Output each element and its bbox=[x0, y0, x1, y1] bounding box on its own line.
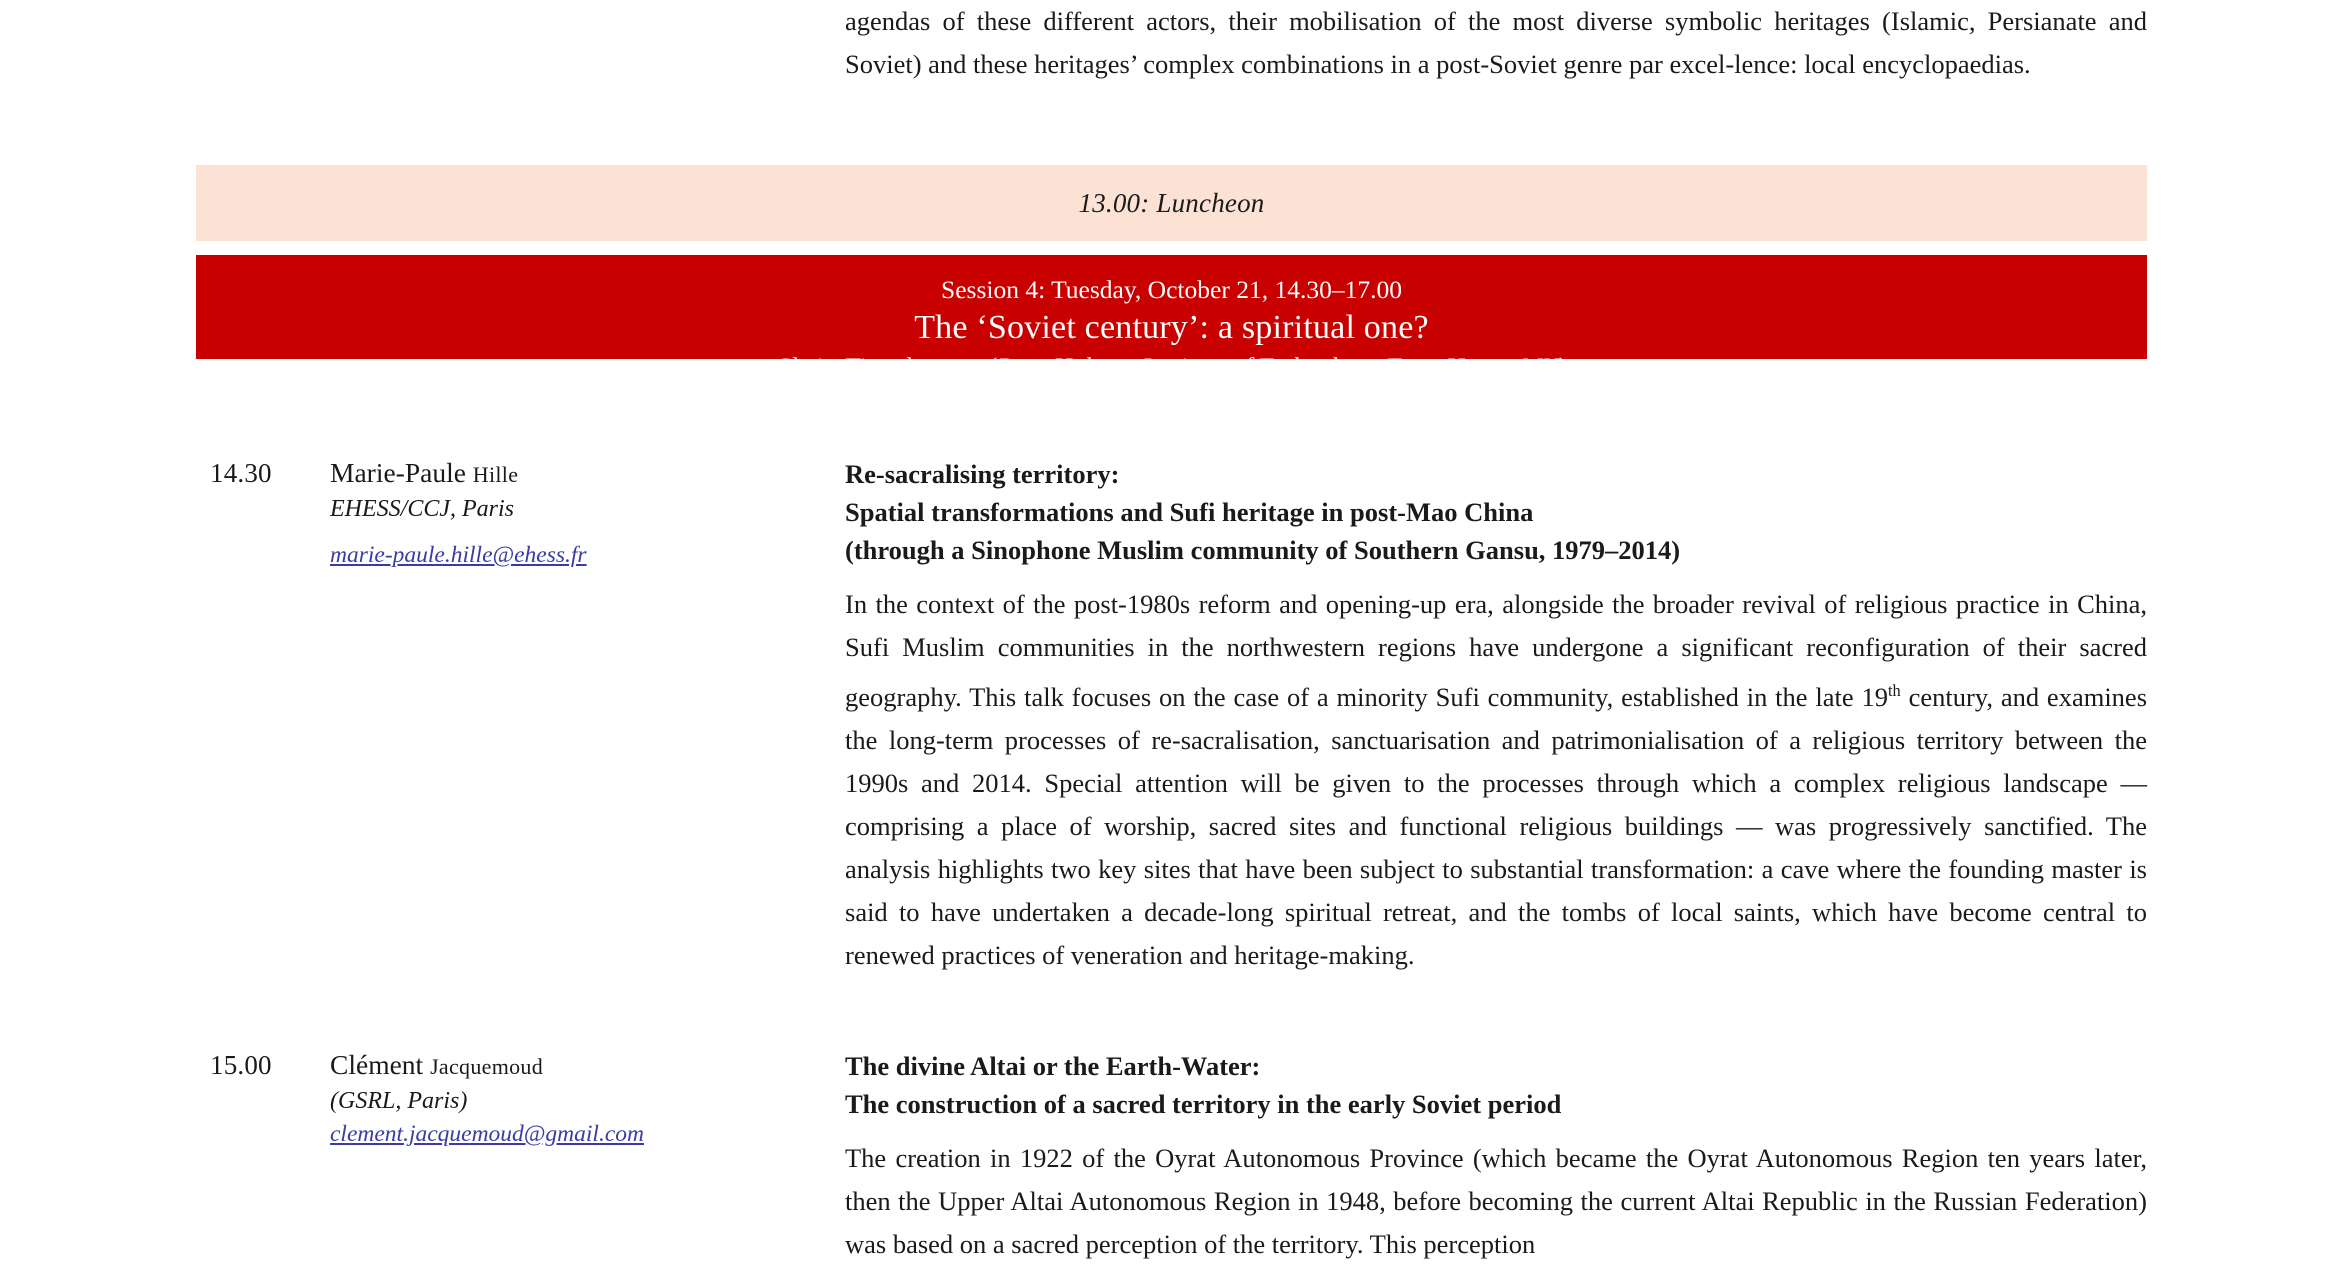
speaker-name: Marie-Paule Hille bbox=[330, 457, 519, 488]
continuation-text: agendas of these different actors, their mobilisation of the most diverse symbolic heritages (Islamic, Persianate and Soviet) and these heritages’ complex combinations in a post-Soviet genre par excel-lence: local encyclopaedias. bbox=[845, 6, 2147, 79]
chair-surname: Grose bbox=[938, 358, 989, 380]
talk-title-line: (through a Sinophone Muslim community of Southern Gansu, 1979–2014) bbox=[845, 535, 1681, 565]
session-title: The ‘Soviet century’: a spiritual one? bbox=[914, 309, 1429, 346]
talk-time: 14.30 bbox=[210, 458, 272, 488]
talk-abstract bbox=[845, 583, 2147, 977]
talk-speaker-block bbox=[330, 455, 850, 572]
talk-title-line: Spatial transformations and Sufi heritage in post-Mao China bbox=[845, 497, 1534, 527]
speaker-name: Clément Jacquemoud bbox=[330, 1049, 544, 1080]
session-chair: Chair: Timothy Grose(Rose Hulman Institute of Technology, Terre Haute, MN) bbox=[775, 352, 1568, 381]
speaker-affiliation: EHESS/CCJ, Paris bbox=[330, 496, 514, 522]
session-header-band bbox=[196, 255, 2147, 381]
talk-time: 15.00 bbox=[210, 1050, 272, 1080]
talk-speaker-block bbox=[330, 1047, 850, 1151]
chair-affiliation: Rose Hulman Institute of Technology, Terre Haute, MN bbox=[997, 352, 1559, 381]
speaker-surname: Hille bbox=[472, 462, 519, 487]
luncheon-label: 13.00: Luncheon bbox=[1078, 187, 1265, 218]
talk-title-line: The divine Altai or the Earth-Water: bbox=[845, 1051, 1261, 1081]
abstract-part-1: In the context of the post-1980s reform and opening-up era, alongside the broader revival of religious practice in China, Sufi Muslim communities in the northwestern regions have undergone a significant reconfiguration of their sacred geography. This talk focuses on the case of a minority Sufi community, established in the late 19 bbox=[845, 589, 2147, 712]
speaker-email-link[interactable]: clement.jacquemoud@gmail.com bbox=[330, 1121, 644, 1147]
talk-abstract: The creation in 1922 of the Oyrat Autonomous Province (which became the Oyrat Autonomous Region ten years later, then the Upper Altai Autonomous Region in 1948, before becoming the current Altai Republic in the Russian Federation) was based on a sacred perception of the territory. This perception bbox=[845, 1143, 2147, 1259]
abstract-part-2: century, and examines the long-term processes of re-sacralisation, sanctuarisation and patrimonialisation of a religious territory between the 1990s and 2014. Special attention will be given to the processes through which a complex religious landscape — comprising a place of worship, sacred sites and functional religious buildings — was progressively sanctified. The analysis highlights two key sites that have been subject to substantial transformation: a cave where the founding master is said to have undertaken a decade-long spiritual retreat, and the tombs of local saints, which have become central to renewed practices of veneration and heritage-making. bbox=[845, 681, 2148, 970]
continuation-paragraph bbox=[845, 0, 2147, 86]
speaker-email-link[interactable]: marie-paule.hille@ehess.fr bbox=[330, 542, 587, 568]
talk-title-line: The construction of a sacred territory in the early Soviet period bbox=[845, 1089, 1562, 1119]
luncheon-band bbox=[196, 165, 2147, 241]
talk-body-block bbox=[845, 1047, 2147, 1266]
talk-title-line: Re-sacralising territory: bbox=[845, 459, 1120, 489]
chair-prefix: Chair: Timothy bbox=[775, 352, 939, 381]
abstract-superscript: th bbox=[1887, 681, 1901, 700]
talk-body-block bbox=[845, 455, 2147, 977]
speaker-surname: Jacquemoud bbox=[430, 1054, 544, 1079]
session-schedule-line: Session 4: Tuesday, October 21, 14.30–17.00 bbox=[941, 275, 1402, 304]
speaker-affiliation: (GSRL, Paris) bbox=[330, 1088, 468, 1114]
